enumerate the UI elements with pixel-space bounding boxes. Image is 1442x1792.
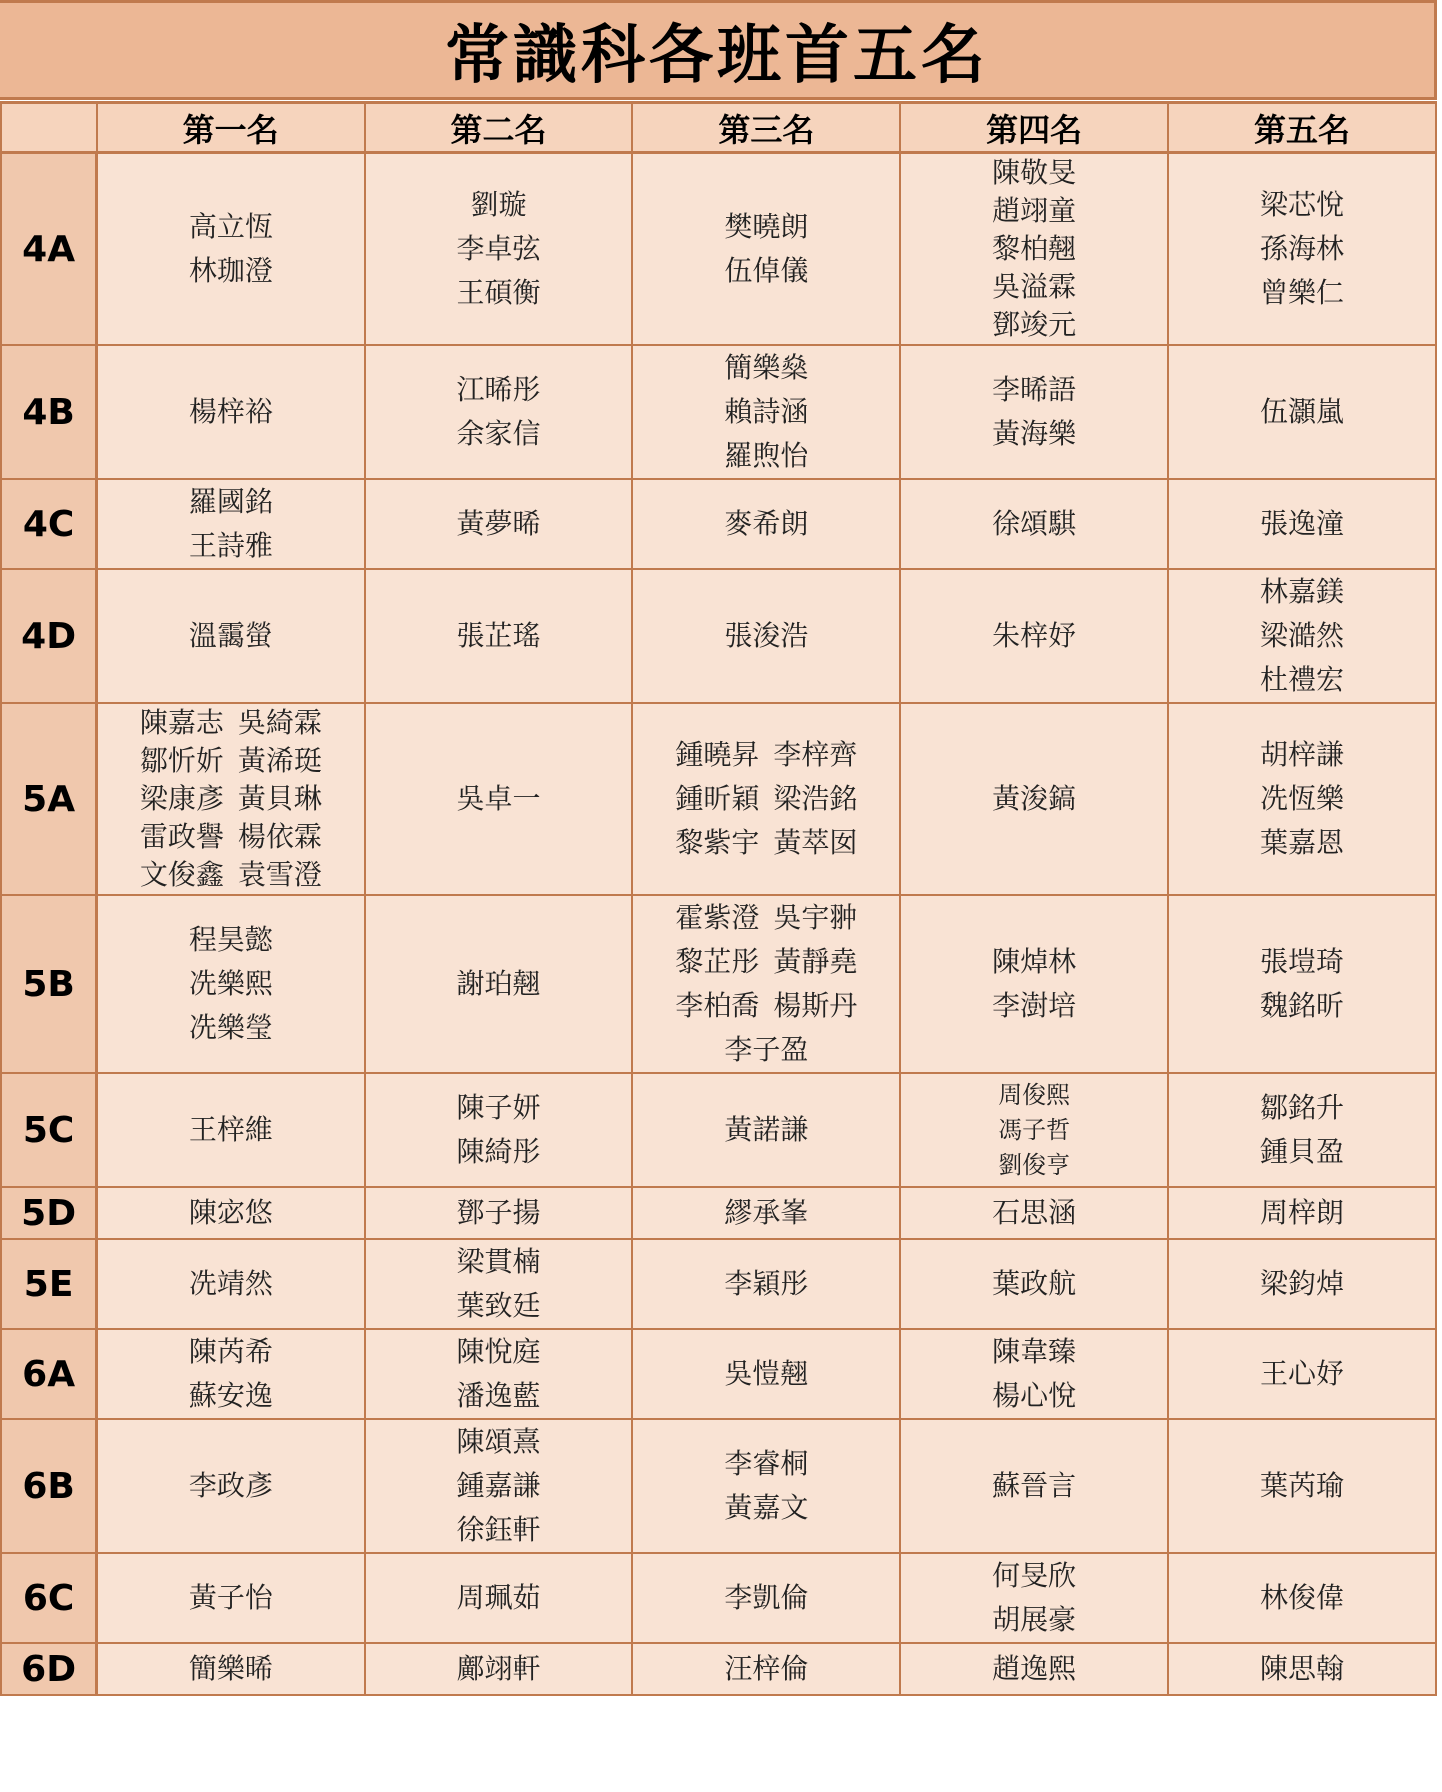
- student-name: 霍紫澄 吳宇翀: [675, 901, 858, 934]
- student-name: 潘逸藍: [456, 1379, 541, 1412]
- student-name: 黎柏翹: [992, 232, 1077, 265]
- rank-5-cell: [1168, 479, 1436, 569]
- student-name: 吳卓一: [456, 782, 541, 815]
- student-name: 林嘉鎂: [1260, 575, 1345, 608]
- rank-2-cell: [365, 703, 633, 895]
- rank-2-cell: [365, 1239, 633, 1329]
- rank-1-cell: [97, 1239, 365, 1329]
- student-name: 江晞彤: [456, 373, 541, 406]
- table-row: [1, 1073, 1436, 1187]
- student-name: 汪梓倫: [724, 1652, 809, 1685]
- rank-3-cell: [632, 1419, 900, 1553]
- student-name: 鄧子揚: [456, 1196, 541, 1229]
- student-name: 杜禮宏: [1260, 663, 1345, 696]
- student-name: 梁芯悅: [1260, 188, 1345, 221]
- rank-1-cell: [97, 1643, 365, 1695]
- rank-3-cell: [632, 1643, 900, 1695]
- student-name: 葉政航: [992, 1267, 1077, 1300]
- student-name: 林珈澄: [188, 254, 273, 287]
- ranking-table: [0, 101, 1437, 1696]
- student-name: 簡樂晞: [188, 1652, 273, 1685]
- student-name: 陳芮希: [188, 1335, 273, 1368]
- rank-2-cell: [365, 895, 633, 1073]
- student-name: 陳悅庭: [456, 1335, 541, 1368]
- student-name: 劉俊亨: [998, 1150, 1071, 1179]
- student-name: 趙逸熙: [992, 1652, 1077, 1685]
- student-name: 陳敬旻: [992, 156, 1077, 189]
- header-row: [1, 103, 1436, 153]
- rank-5-cell: [1168, 1187, 1436, 1239]
- rank-5-cell: [1168, 345, 1436, 479]
- student-name: 黃浚鎬: [992, 782, 1077, 815]
- table-row: [1, 1239, 1436, 1329]
- rank-1-cell: [97, 1419, 365, 1553]
- student-name: 溫靄螢: [188, 619, 273, 652]
- student-name: 鄒忻妡 黃浠珽: [139, 744, 322, 777]
- student-name: 鄺翊軒: [456, 1652, 541, 1685]
- student-name: 陳子妍: [456, 1091, 541, 1124]
- rank-4-cell: [900, 345, 1168, 479]
- student-name: 謝珀翹: [456, 967, 541, 1000]
- table-row: [1, 569, 1436, 703]
- rank-4-cell: [900, 1643, 1168, 1695]
- rank-1-cell: [97, 703, 365, 895]
- rank-4-cell: [900, 1419, 1168, 1553]
- rank-1-cell: [97, 153, 365, 346]
- rank-1-cell: [97, 1553, 365, 1643]
- student-name: 黎紫宇 黃萃囡: [675, 826, 858, 859]
- class-label: 5A: [1, 703, 97, 895]
- rank-2-cell: [365, 479, 633, 569]
- table-row: [1, 345, 1436, 479]
- student-name: 王梓維: [188, 1113, 273, 1146]
- student-name: 李凱倫: [724, 1581, 809, 1614]
- rank-1-cell: [97, 1329, 365, 1419]
- student-name: 葉致廷: [456, 1289, 541, 1322]
- student-name: 麥希朗: [724, 507, 809, 540]
- student-name: 黃夢晞: [456, 507, 541, 540]
- student-name: 胡梓謙: [1260, 738, 1345, 771]
- student-name: 李卓弦: [456, 232, 541, 265]
- student-name: 梁貫楠: [456, 1245, 541, 1278]
- class-label: 4D: [1, 569, 97, 703]
- student-name: 梁康彥 黃貝琳: [139, 782, 322, 815]
- student-name: 陳韋臻: [992, 1335, 1077, 1368]
- student-name: 王碩衡: [456, 276, 541, 309]
- student-name: 冼樂瑩: [188, 1011, 273, 1044]
- student-name: 文俊鑫 袁雪澄: [139, 858, 322, 891]
- student-name: 羅國銘: [188, 485, 273, 518]
- student-name: 周珮茹: [456, 1581, 541, 1614]
- student-name: 石思涵: [992, 1196, 1077, 1229]
- header-rank-2: 第二名: [365, 103, 633, 153]
- student-name: 冼樂熙: [188, 967, 273, 1000]
- student-name: 林俊偉: [1260, 1581, 1345, 1614]
- student-name: 鍾昕穎 梁浩銘: [675, 782, 858, 815]
- student-name: 魏銘昕: [1260, 989, 1345, 1022]
- student-name: 王詩雅: [188, 529, 273, 562]
- student-name: 蘇安逸: [188, 1379, 273, 1412]
- class-label: 5B: [1, 895, 97, 1073]
- class-label: 5E: [1, 1239, 97, 1329]
- rank-3-cell: [632, 153, 900, 346]
- rank-3-cell: [632, 1239, 900, 1329]
- class-label: 4A: [1, 153, 97, 346]
- student-name: 張逸潼: [1260, 507, 1345, 540]
- student-name: 余家信: [456, 417, 541, 450]
- student-name: 楊心悅: [992, 1379, 1077, 1412]
- student-name: 劉璇: [470, 188, 527, 221]
- student-name: 賴詩涵: [724, 395, 809, 428]
- student-name: 李子盈: [724, 1033, 809, 1066]
- rank-1-cell: [97, 895, 365, 1073]
- rank-3-cell: [632, 895, 900, 1073]
- student-name: 張浚浩: [724, 619, 809, 652]
- student-name: 高立恆: [188, 210, 273, 243]
- rank-4-cell: [900, 703, 1168, 895]
- student-name: 簡樂燊: [724, 351, 809, 384]
- table-row: [1, 479, 1436, 569]
- table-row: [1, 153, 1436, 346]
- student-name: 張塏琦: [1260, 945, 1345, 978]
- student-name: 楊梓裕: [188, 395, 273, 428]
- student-name: 李晞語: [992, 373, 1077, 406]
- rank-5-cell: [1168, 703, 1436, 895]
- class-label: 6B: [1, 1419, 97, 1553]
- student-name: 周梓朗: [1260, 1196, 1345, 1229]
- rank-5-cell: [1168, 1643, 1436, 1695]
- student-name: 黃諾謙: [724, 1113, 809, 1146]
- rank-5-cell: [1168, 1073, 1436, 1187]
- student-name: 葉嘉恩: [1260, 826, 1345, 859]
- student-name: 孫海林: [1260, 232, 1345, 265]
- rank-4-cell: [900, 895, 1168, 1073]
- header-rank-1: 第一名: [97, 103, 365, 153]
- table-body: [1, 153, 1436, 1696]
- student-name: 梁鈞焯: [1260, 1267, 1345, 1300]
- header-rank-5: 第五名: [1168, 103, 1436, 153]
- rank-2-cell: [365, 1419, 633, 1553]
- student-name: 鍾嘉謙: [456, 1469, 541, 1502]
- student-name: 趙翊童: [992, 194, 1077, 227]
- rank-5-cell: [1168, 153, 1436, 346]
- student-name: 羅煦怡: [724, 439, 809, 472]
- student-name: 陳嘉志 吳綺霖: [139, 706, 322, 739]
- rank-2-cell: [365, 1329, 633, 1419]
- student-name: 李澍培: [992, 989, 1077, 1022]
- rank-5-cell: [1168, 1419, 1436, 1553]
- student-name: 程昊懿: [188, 923, 273, 956]
- class-label: 6C: [1, 1553, 97, 1643]
- rank-2-cell: [365, 1643, 633, 1695]
- class-label: 5C: [1, 1073, 97, 1187]
- student-name: 繆承峯: [724, 1196, 809, 1229]
- table-row: [1, 1329, 1436, 1419]
- student-name: 冼恆樂: [1260, 782, 1345, 815]
- student-name: 陳綺彤: [456, 1135, 541, 1168]
- student-name: 徐鈺軒: [456, 1513, 541, 1546]
- student-name: 何旻欣: [992, 1559, 1077, 1592]
- student-name: 伍倬儀: [724, 254, 809, 287]
- student-name: 馮子哲: [998, 1115, 1071, 1144]
- rank-3-cell: [632, 703, 900, 895]
- student-name: 陳頌熹: [456, 1425, 541, 1458]
- student-name: 鍾貝盈: [1260, 1135, 1345, 1168]
- rank-3-cell: [632, 569, 900, 703]
- student-name: 黃子怡: [188, 1581, 273, 1614]
- class-label: 5D: [1, 1187, 97, 1239]
- rank-1-cell: [97, 1187, 365, 1239]
- corner-cell: [1, 103, 97, 153]
- student-name: 黃海樂: [992, 417, 1077, 450]
- student-name: 李穎彤: [724, 1267, 809, 1300]
- student-name: 吳愷翹: [724, 1357, 809, 1390]
- student-name: 伍灝嵐: [1260, 395, 1345, 428]
- student-name: 王心妤: [1260, 1357, 1345, 1390]
- student-name: 李政彥: [188, 1469, 273, 1502]
- rank-3-cell: [632, 345, 900, 479]
- rank-3-cell: [632, 1553, 900, 1643]
- student-name: 樊曉朗: [724, 210, 809, 243]
- student-name: 徐頌騏: [992, 507, 1077, 540]
- student-name: 冼靖然: [188, 1267, 273, 1300]
- table-row: [1, 703, 1436, 895]
- class-label: 4B: [1, 345, 97, 479]
- header-rank-3: 第三名: [632, 103, 900, 153]
- student-name: 陳焯林: [992, 945, 1077, 978]
- rank-2-cell: [365, 345, 633, 479]
- rank-2-cell: [365, 1187, 633, 1239]
- student-name: 鍾曉昇 李梓齊: [675, 738, 858, 771]
- rank-1-cell: [97, 569, 365, 703]
- rank-1-cell: [97, 479, 365, 569]
- student-name: 李柏喬 楊斯丹: [675, 989, 858, 1022]
- rank-2-cell: [365, 569, 633, 703]
- student-name: 朱梓妤: [992, 619, 1077, 652]
- table-row: [1, 1643, 1436, 1695]
- class-label: 4C: [1, 479, 97, 569]
- rank-5-cell: [1168, 1239, 1436, 1329]
- class-label: 6A: [1, 1329, 97, 1419]
- rank-4-cell: [900, 153, 1168, 346]
- student-name: 梁澔然: [1260, 619, 1345, 652]
- sheet-title: 常識科各班首五名: [0, 0, 1437, 100]
- student-name: 張芷瑤: [456, 619, 541, 652]
- student-name: 陳宓悠: [188, 1196, 273, 1229]
- table-row: [1, 1553, 1436, 1643]
- student-name: 吳溢霖: [992, 270, 1077, 303]
- student-name: 周俊熙: [998, 1080, 1071, 1109]
- table-row: [1, 1419, 1436, 1553]
- student-name: 黎芷彤 黃靜堯: [675, 945, 858, 978]
- student-name: 鄒銘升: [1260, 1091, 1345, 1124]
- rank-2-cell: [365, 1073, 633, 1187]
- student-name: 胡展豪: [992, 1603, 1077, 1636]
- rank-3-cell: [632, 1073, 900, 1187]
- rank-5-cell: [1168, 1553, 1436, 1643]
- rank-4-cell: [900, 1073, 1168, 1187]
- rank-4-cell: [900, 1239, 1168, 1329]
- student-name: 李睿桐: [724, 1447, 809, 1480]
- rank-2-cell: [365, 1553, 633, 1643]
- student-name: 鄧竣元: [992, 308, 1077, 341]
- rank-4-cell: [900, 569, 1168, 703]
- rank-4-cell: [900, 479, 1168, 569]
- rank-5-cell: [1168, 569, 1436, 703]
- table-row: [1, 895, 1436, 1073]
- rank-3-cell: [632, 1187, 900, 1239]
- rank-5-cell: [1168, 1329, 1436, 1419]
- student-name: 葉芮瑜: [1260, 1469, 1345, 1502]
- rank-5-cell: [1168, 895, 1436, 1073]
- student-name: 蘇晉言: [992, 1469, 1077, 1502]
- rank-1-cell: [97, 1073, 365, 1187]
- header-rank-4: 第四名: [900, 103, 1168, 153]
- rank-3-cell: [632, 1329, 900, 1419]
- student-name: 曾樂仁: [1260, 276, 1345, 309]
- rank-2-cell: [365, 153, 633, 346]
- student-name: 雷政譽 楊依霖: [139, 820, 322, 853]
- student-name: 陳思翰: [1260, 1652, 1345, 1685]
- rank-3-cell: [632, 479, 900, 569]
- table-row: [1, 1187, 1436, 1239]
- rank-4-cell: [900, 1553, 1168, 1643]
- student-name: 黃嘉文: [724, 1491, 809, 1524]
- rank-4-cell: [900, 1329, 1168, 1419]
- rank-1-cell: [97, 345, 365, 479]
- rank-4-cell: [900, 1187, 1168, 1239]
- class-label: 6D: [1, 1643, 97, 1695]
